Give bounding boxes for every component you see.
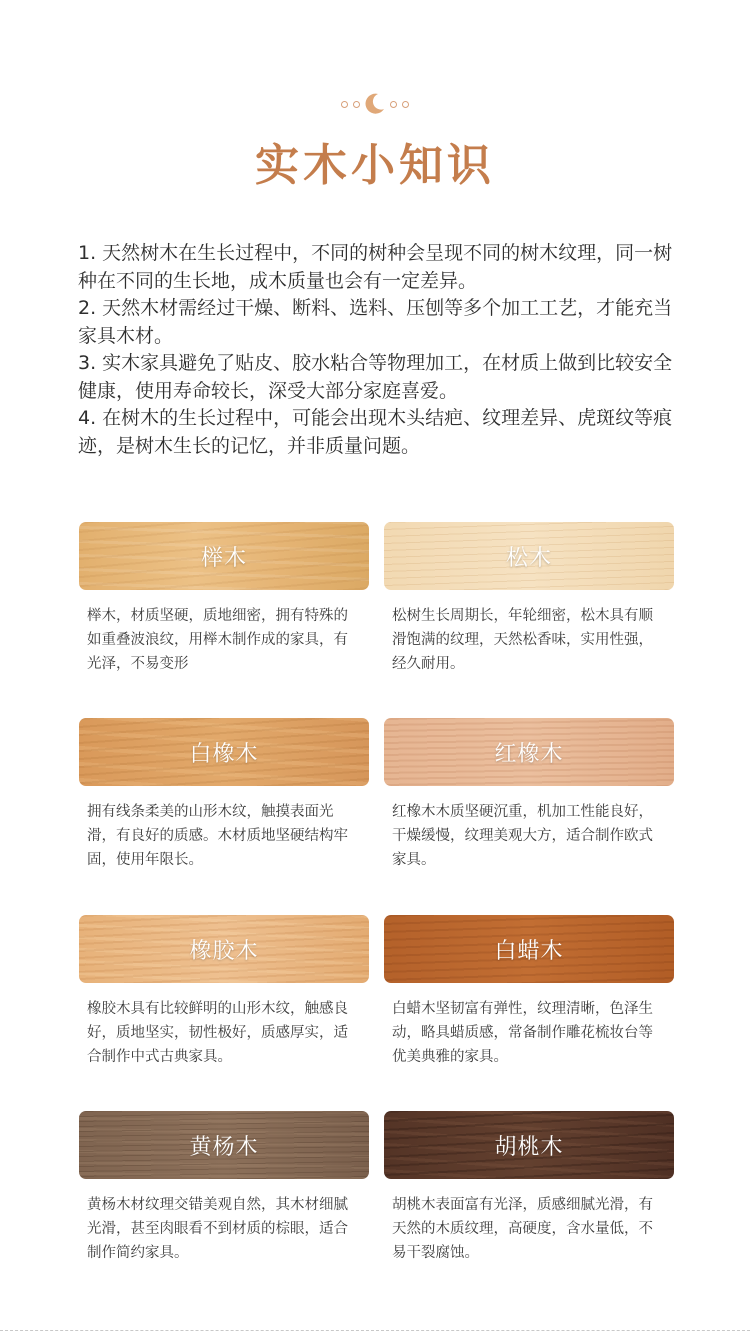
- wood-card-white-oak: [79, 718, 371, 872]
- wood-plank-image: [384, 915, 674, 983]
- title-ornament: [0, 92, 750, 116]
- bottom-divider: [0, 1330, 750, 1331]
- wood-card-pine: [384, 522, 676, 676]
- wood-name: 白橡木: [189, 741, 259, 767]
- wood-name: 橡胶木: [189, 938, 259, 964]
- wood-plank-image: [79, 718, 369, 786]
- wood-name: 黄杨木: [189, 1134, 259, 1160]
- wood-card-rubberwood: [79, 915, 371, 1069]
- wood-card-boxwood: [79, 1111, 371, 1265]
- wood-description: 拥有线条柔美的山形木纹，触摸表面光滑，有良好的质感。木材质地坚硬结构牢固，使用年限长。: [87, 804, 348, 868]
- wood-plank-image: [384, 718, 674, 786]
- wood-description: 榉木，材质坚硬，质地细密，拥有特殊的如重叠波浪纹，用榉木制作成的家具，有光泽，不易变形: [87, 608, 348, 672]
- wood-plank-image: [79, 522, 369, 590]
- wood-plank-image: [384, 522, 674, 590]
- wood-description: 胡桃木表面富有光泽，质感细腻光滑，有天然的木质纹理，高硬度，含水量低，不易干裂腐蚀。: [392, 1197, 653, 1261]
- ornament-dot-icon: [390, 101, 397, 108]
- wood-card-ash: [384, 915, 676, 1069]
- wood-description: 橡胶木具有比较鲜明的山形木纹，触感良好，质地坚实，韧性极好，质感厚实，适合制作中式古典家具。: [87, 1001, 348, 1065]
- wood-name: 红橡木: [494, 741, 564, 767]
- wood-plank-image: [79, 1111, 369, 1179]
- wood-name: 胡桃木: [494, 1134, 564, 1160]
- crescent-moon-icon: [365, 93, 385, 115]
- wood-name: 榉木: [200, 545, 247, 571]
- intro-paragraph: 1. 天然树木在生长过程中，不同的树种会呈现不同的树木纹理，同一树种在不同的生长地，成木质量也会有一定差异。: [78, 242, 673, 292]
- wood-description: 白蜡木坚韧富有弹性，纹理清晰，色泽生动，略具蜡质感，常备制作雕花梳妆台等优美典雅的家具。: [392, 1001, 653, 1065]
- ornament-dot-icon: [341, 101, 348, 108]
- intro-paragraph: 4. 在树木的生长过程中，可能会出现木头结疤、纹理差异、虎斑纹等痕迹，是树木生长的记忆，并非质量问题。: [78, 407, 673, 457]
- intro-paragraph: 2. 天然木材需经过干燥、断料、选料、压刨等多个加工工艺，才能充当家具木材。: [78, 297, 673, 347]
- wood-plank-image: [79, 915, 369, 983]
- wood-card-red-oak: [384, 718, 676, 872]
- ornament-dot-icon: [353, 101, 360, 108]
- intro-paragraph: 3. 实木家具避免了贴皮、胶水粘合等物理加工，在材质上做到比较安全健康，使用寿命较长，深受大部分家庭喜爱。: [78, 352, 673, 402]
- wood-plank-image: [384, 1111, 674, 1179]
- wood-name: 松木: [505, 545, 552, 571]
- intro-text: [78, 240, 678, 460]
- wood-description: 黄杨木材纹理交错美观自然，其木材细腻光滑，甚至肉眼看不到材质的棕眼，适合制作简约家具。: [87, 1197, 348, 1261]
- wood-card-beech: [79, 522, 371, 676]
- ornament-dot-icon: [402, 101, 409, 108]
- wood-card-walnut: [384, 1111, 676, 1265]
- wood-description: 松树生长周期长，年轮细密，松木具有顺滑饱满的纹理，天然松香味，实用性强，经久耐用。: [392, 608, 653, 672]
- wood-description: 红橡木木质坚硬沉重，机加工性能良好，干燥缓慢，纹理美观大方，适合制作欧式家具。: [392, 804, 653, 868]
- wood-name: 白蜡木: [494, 938, 564, 964]
- page-title: 实木小知识: [255, 140, 495, 191]
